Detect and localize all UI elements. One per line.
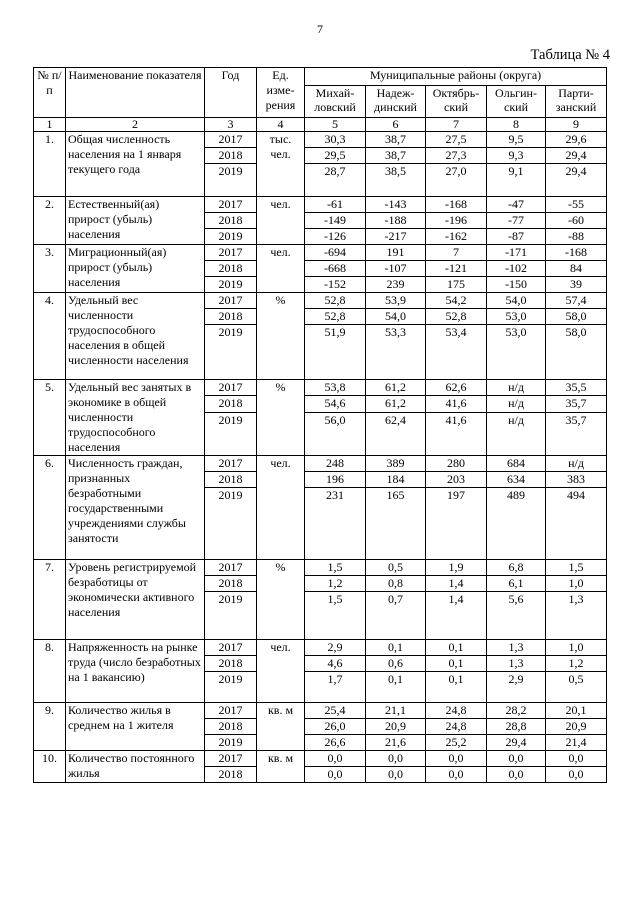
year-cell: 2017 bbox=[205, 197, 257, 213]
header-district: Октябрь-ский bbox=[426, 86, 487, 118]
unit-cell: % bbox=[257, 293, 305, 380]
table-row bbox=[34, 380, 607, 396]
value-cell: 0,1 bbox=[366, 672, 426, 703]
value-cell: 1,3 bbox=[546, 592, 607, 640]
value-cell: 1,4 bbox=[426, 592, 487, 640]
value-cell: 26,0 bbox=[305, 719, 366, 735]
value-cell: -143 bbox=[366, 197, 426, 213]
value-cell: 30,3 bbox=[305, 132, 366, 148]
unit-cell: чел. bbox=[257, 456, 305, 560]
value-cell: 2,9 bbox=[487, 672, 546, 703]
row-number: 1. bbox=[34, 132, 66, 197]
value-cell: -150 bbox=[487, 277, 546, 293]
value-cell: 27,3 bbox=[426, 148, 487, 164]
year-cell: 2018 bbox=[205, 472, 257, 488]
indicator-name: Удельный вес численности трудоспособного населения в общей численности населения bbox=[66, 293, 205, 380]
value-cell: 28,2 bbox=[487, 703, 546, 719]
indicator-name: Количество постоянного жилья bbox=[66, 751, 205, 783]
value-cell: 0,5 bbox=[546, 672, 607, 703]
header-district: Ольгин-ский bbox=[487, 86, 546, 118]
value-cell: 0,0 bbox=[487, 767, 546, 783]
year-cell: 2019 bbox=[205, 277, 257, 293]
value-cell: 239 bbox=[366, 277, 426, 293]
year-cell: 2018 bbox=[205, 213, 257, 229]
value-cell: 35,7 bbox=[546, 396, 607, 412]
year-cell: 2019 bbox=[205, 735, 257, 751]
year-cell: 2017 bbox=[205, 132, 257, 148]
value-cell: 165 bbox=[366, 488, 426, 560]
value-cell: 56,0 bbox=[305, 412, 366, 455]
year-cell: 2018 bbox=[205, 576, 257, 592]
year-cell: 2019 bbox=[205, 229, 257, 245]
row-number: 6. bbox=[34, 456, 66, 560]
value-cell: -152 bbox=[305, 277, 366, 293]
value-cell: 1,3 bbox=[487, 656, 546, 672]
year-cell: 2017 bbox=[205, 560, 257, 576]
value-cell: 38,7 bbox=[366, 132, 426, 148]
data-table bbox=[33, 67, 607, 783]
table-row bbox=[34, 293, 607, 309]
table-row bbox=[34, 703, 607, 719]
table-row bbox=[34, 245, 607, 261]
column-index: 9 bbox=[546, 118, 607, 132]
value-cell: н/д bbox=[487, 396, 546, 412]
indicator-name: Уровень регистрируемой безработицы от экономически активного населения bbox=[66, 560, 205, 640]
unit-cell: чел. bbox=[257, 245, 305, 293]
row-number: 5. bbox=[34, 380, 66, 456]
indicator-name: Общая численность населения на 1 января текущего года bbox=[66, 132, 205, 197]
unit-cell: чел. bbox=[257, 197, 305, 245]
value-cell: 41,6 bbox=[426, 412, 487, 455]
value-cell: 20,9 bbox=[366, 719, 426, 735]
value-cell: 0,0 bbox=[426, 751, 487, 767]
value-cell: 1,3 bbox=[487, 640, 546, 656]
value-cell: 20,1 bbox=[546, 703, 607, 719]
value-cell: 6,8 bbox=[487, 560, 546, 576]
value-cell: 1,5 bbox=[305, 592, 366, 640]
value-cell: 62,4 bbox=[366, 412, 426, 455]
column-index: 5 bbox=[305, 118, 366, 132]
year-cell: 2018 bbox=[205, 309, 257, 325]
value-cell: 35,7 bbox=[546, 412, 607, 455]
value-cell: 203 bbox=[426, 472, 487, 488]
column-index: 2 bbox=[66, 118, 205, 132]
value-cell: 0,0 bbox=[426, 767, 487, 783]
value-cell: 28,8 bbox=[487, 719, 546, 735]
value-cell: 54,0 bbox=[366, 309, 426, 325]
table-caption: Таблица № 4 bbox=[530, 47, 610, 63]
value-cell: 175 bbox=[426, 277, 487, 293]
value-cell: 197 bbox=[426, 488, 487, 560]
value-cell: 0,6 bbox=[366, 656, 426, 672]
value-cell: 58,0 bbox=[546, 309, 607, 325]
value-cell: 61,2 bbox=[366, 380, 426, 396]
value-cell: 0,0 bbox=[366, 767, 426, 783]
year-cell: 2019 bbox=[205, 488, 257, 560]
table-row bbox=[34, 456, 607, 472]
value-cell: 389 bbox=[366, 456, 426, 472]
row-number: 10. bbox=[34, 751, 66, 783]
column-index: 4 bbox=[257, 118, 305, 132]
value-cell: 0,0 bbox=[546, 767, 607, 783]
value-cell: -102 bbox=[487, 261, 546, 277]
value-cell: 1,0 bbox=[546, 576, 607, 592]
value-cell: 53,0 bbox=[487, 309, 546, 325]
value-cell: 62,6 bbox=[426, 380, 487, 396]
value-cell: 25,4 bbox=[305, 703, 366, 719]
value-cell: 684 bbox=[487, 456, 546, 472]
value-cell: -87 bbox=[487, 229, 546, 245]
value-cell: 1,4 bbox=[426, 576, 487, 592]
value-cell: 4,6 bbox=[305, 656, 366, 672]
value-cell: 58,0 bbox=[546, 325, 607, 380]
value-cell: -149 bbox=[305, 213, 366, 229]
year-cell: 2018 bbox=[205, 767, 257, 783]
row-number: 3. bbox=[34, 245, 66, 293]
indicator-name: Численность граждан, признанных безработными государственными учреждениями службы занятости bbox=[66, 456, 205, 560]
value-cell: н/д bbox=[487, 412, 546, 455]
year-cell: 2019 bbox=[205, 412, 257, 455]
table-row bbox=[34, 132, 607, 148]
year-cell: 2019 bbox=[205, 672, 257, 703]
value-cell: 0,0 bbox=[305, 751, 366, 767]
value-cell: -196 bbox=[426, 213, 487, 229]
value-cell: 1,5 bbox=[546, 560, 607, 576]
year-cell: 2017 bbox=[205, 293, 257, 309]
value-cell: 29,6 bbox=[546, 132, 607, 148]
value-cell: -668 bbox=[305, 261, 366, 277]
column-index: 7 bbox=[426, 118, 487, 132]
value-cell: 0,1 bbox=[366, 640, 426, 656]
header-district: Парти-занский bbox=[546, 86, 607, 118]
value-cell: 248 bbox=[305, 456, 366, 472]
table-row bbox=[34, 560, 607, 576]
value-cell: 52,8 bbox=[426, 309, 487, 325]
year-cell: 2018 bbox=[205, 656, 257, 672]
value-cell: 280 bbox=[426, 456, 487, 472]
value-cell: 53,0 bbox=[487, 325, 546, 380]
year-cell: 2017 bbox=[205, 640, 257, 656]
value-cell: 0,1 bbox=[426, 672, 487, 703]
value-cell: 41,6 bbox=[426, 396, 487, 412]
value-cell: 196 bbox=[305, 472, 366, 488]
value-cell: -55 bbox=[546, 197, 607, 213]
year-cell: 2018 bbox=[205, 719, 257, 735]
value-cell: 6,1 bbox=[487, 576, 546, 592]
value-cell: 0,1 bbox=[426, 640, 487, 656]
value-cell: 39 bbox=[546, 277, 607, 293]
unit-cell: % bbox=[257, 380, 305, 456]
value-cell: 51,9 bbox=[305, 325, 366, 380]
unit-cell: чел. bbox=[257, 640, 305, 703]
value-cell: 24,8 bbox=[426, 719, 487, 735]
unit-cell: кв. м bbox=[257, 751, 305, 783]
value-cell: 0,0 bbox=[487, 751, 546, 767]
value-cell: 29,4 bbox=[546, 148, 607, 164]
year-cell: 2017 bbox=[205, 380, 257, 396]
value-cell: 383 bbox=[546, 472, 607, 488]
value-cell: 1,9 bbox=[426, 560, 487, 576]
value-cell: 1,2 bbox=[305, 576, 366, 592]
value-cell: -162 bbox=[426, 229, 487, 245]
year-cell: 2017 bbox=[205, 245, 257, 261]
value-cell: 53,4 bbox=[426, 325, 487, 380]
value-cell: 634 bbox=[487, 472, 546, 488]
value-cell: 26,6 bbox=[305, 735, 366, 751]
value-cell: 0,1 bbox=[426, 656, 487, 672]
value-cell: 21,6 bbox=[366, 735, 426, 751]
value-cell: 61,2 bbox=[366, 396, 426, 412]
value-cell: 29,5 bbox=[305, 148, 366, 164]
value-cell: 9,5 bbox=[487, 132, 546, 148]
value-cell: 2,9 bbox=[305, 640, 366, 656]
row-number: 4. bbox=[34, 293, 66, 380]
value-cell: 35,5 bbox=[546, 380, 607, 396]
year-cell: 2019 bbox=[205, 592, 257, 640]
value-cell: 54,2 bbox=[426, 293, 487, 309]
value-cell: 1,7 bbox=[305, 672, 366, 703]
table-row bbox=[34, 197, 607, 213]
year-cell: 2019 bbox=[205, 325, 257, 380]
value-cell: 53,3 bbox=[366, 325, 426, 380]
value-cell: 27,5 bbox=[426, 132, 487, 148]
header-name: Наименование показателя bbox=[66, 68, 205, 118]
table-row bbox=[34, 751, 607, 767]
unit-cell: кв. м bbox=[257, 703, 305, 751]
value-cell: 25,2 bbox=[426, 735, 487, 751]
row-number: 9. bbox=[34, 703, 66, 751]
column-index: 1 bbox=[34, 118, 66, 132]
value-cell: 28,7 bbox=[305, 164, 366, 197]
value-cell: 0,7 bbox=[366, 592, 426, 640]
value-cell: -694 bbox=[305, 245, 366, 261]
value-cell: 20,9 bbox=[546, 719, 607, 735]
value-cell: 52,8 bbox=[305, 309, 366, 325]
column-index: 3 bbox=[205, 118, 257, 132]
header-unit: Ед. изме-рения bbox=[257, 68, 305, 118]
page-number: 7 bbox=[317, 22, 323, 36]
value-cell: -121 bbox=[426, 261, 487, 277]
value-cell: 38,7 bbox=[366, 148, 426, 164]
header-districts-title: Муниципальные районы (округа) bbox=[305, 68, 607, 86]
year-cell: 2018 bbox=[205, 148, 257, 164]
value-cell: 1,2 bbox=[546, 656, 607, 672]
value-cell: 29,4 bbox=[487, 735, 546, 751]
row-number: 7. bbox=[34, 560, 66, 640]
value-cell: 5,6 bbox=[487, 592, 546, 640]
year-cell: 2017 bbox=[205, 703, 257, 719]
value-cell: -126 bbox=[305, 229, 366, 245]
value-cell: -107 bbox=[366, 261, 426, 277]
column-index: 8 bbox=[487, 118, 546, 132]
value-cell: 54,6 bbox=[305, 396, 366, 412]
value-cell: 0,0 bbox=[366, 751, 426, 767]
value-cell: 53,9 bbox=[366, 293, 426, 309]
value-cell: н/д bbox=[487, 380, 546, 396]
value-cell: 0,0 bbox=[305, 767, 366, 783]
value-cell: 0,8 bbox=[366, 576, 426, 592]
value-cell: 53,8 bbox=[305, 380, 366, 396]
indicator-name: Удельный вес занятых в экономике в общей численности трудоспособного населения bbox=[66, 380, 205, 456]
value-cell: 231 bbox=[305, 488, 366, 560]
row-number: 8. bbox=[34, 640, 66, 703]
header-no: № п/п bbox=[34, 68, 66, 118]
value-cell: -168 bbox=[546, 245, 607, 261]
value-cell: -168 bbox=[426, 197, 487, 213]
row-number: 2. bbox=[34, 197, 66, 245]
value-cell: 57,4 bbox=[546, 293, 607, 309]
value-cell: 1,0 bbox=[546, 640, 607, 656]
unit-cell: % bbox=[257, 560, 305, 640]
value-cell: 38,5 bbox=[366, 164, 426, 197]
indicator-name: Миграционный(ая) прирост (убыль) населения bbox=[66, 245, 205, 293]
value-cell: -188 bbox=[366, 213, 426, 229]
value-cell: 27,0 bbox=[426, 164, 487, 197]
value-cell: 21,4 bbox=[546, 735, 607, 751]
value-cell: 1,5 bbox=[305, 560, 366, 576]
value-cell: 52,8 bbox=[305, 293, 366, 309]
value-cell: 9,1 bbox=[487, 164, 546, 197]
header-year: Год bbox=[205, 68, 257, 118]
value-cell: 24,8 bbox=[426, 703, 487, 719]
value-cell: н/д bbox=[546, 456, 607, 472]
year-cell: 2017 bbox=[205, 751, 257, 767]
value-cell: 494 bbox=[546, 488, 607, 560]
value-cell: -217 bbox=[366, 229, 426, 245]
value-cell: 9,3 bbox=[487, 148, 546, 164]
year-cell: 2018 bbox=[205, 396, 257, 412]
table-row bbox=[34, 640, 607, 656]
column-index: 6 bbox=[366, 118, 426, 132]
year-cell: 2018 bbox=[205, 261, 257, 277]
value-cell: 29,4 bbox=[546, 164, 607, 197]
value-cell: 0,0 bbox=[546, 751, 607, 767]
header-district: Михай-ловский bbox=[305, 86, 366, 118]
value-cell: 0,5 bbox=[366, 560, 426, 576]
value-cell: 191 bbox=[366, 245, 426, 261]
value-cell: 489 bbox=[487, 488, 546, 560]
value-cell: -77 bbox=[487, 213, 546, 229]
value-cell: 184 bbox=[366, 472, 426, 488]
indicator-name: Естественный(ая) прирост (убыль) населения bbox=[66, 197, 205, 245]
year-cell: 2019 bbox=[205, 164, 257, 197]
indicator-name: Напряженность на рынке труда (число безработных на 1 вакансию) bbox=[66, 640, 205, 703]
value-cell: 21,1 bbox=[366, 703, 426, 719]
value-cell: 84 bbox=[546, 261, 607, 277]
value-cell: -88 bbox=[546, 229, 607, 245]
value-cell: 54,0 bbox=[487, 293, 546, 309]
year-cell: 2017 bbox=[205, 456, 257, 472]
value-cell: -60 bbox=[546, 213, 607, 229]
value-cell: -171 bbox=[487, 245, 546, 261]
header-district: Надеж-динский bbox=[366, 86, 426, 118]
indicator-name: Количество жилья в среднем на 1 жителя bbox=[66, 703, 205, 751]
value-cell: -47 bbox=[487, 197, 546, 213]
value-cell: -61 bbox=[305, 197, 366, 213]
value-cell: 7 bbox=[426, 245, 487, 261]
unit-cell: тыс. чел. bbox=[257, 132, 305, 197]
